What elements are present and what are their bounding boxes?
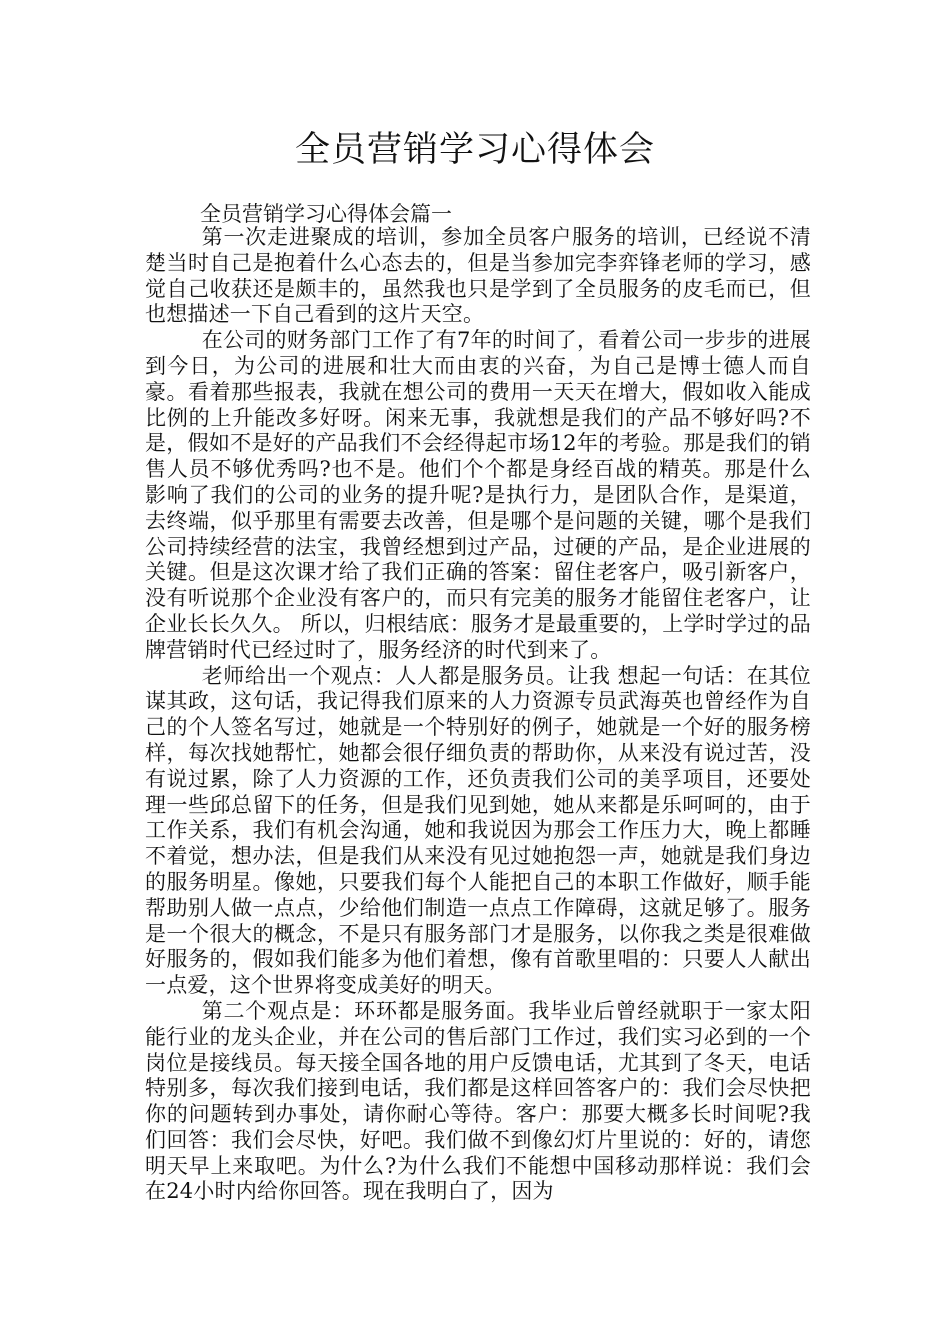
paragraph-4: 第二个观点是：环环都是服务面。我毕业后曾经就职于一家太阳能行业的龙头企业，并在公司的售后部门工作过，我们实习必到的一个岗位是接线员。每天接全国各地的用户反馈电话，尤其到了冬天，电话特别多，每次我们接到电话，我们都是这样回答客户的：我们会尽快把你的问题转到办事处，请你耐心等待。客户：那要大概多长时间呢?我们回答：我们会尽快，好吧。我们做不到像幻灯片里说的：好的，请您明天早上来取吧。为什么?为什么我们不能想中国移动那样说：我们会在24小时内给你回答。现在我明白了，因为 xyxy=(145,998,811,1204)
paragraph-2: 在公司的财务部门工作了有7年的时间了，看着公司一步步的进展到今日，为公司的进展和壮大而由衷的兴奋，为自己是博士德人而自豪。看着那些报表，我就在想公司的费用一天天在增大，假如收入能成比例的上升能改多好呀。闲来无事，我就想是我们的产品不够好吗?不是，假如不是好的产品我们不会经得起市场12年的考验。那是我们的销售人员不够优秀吗?也不是。他们个个都是身经百战的精英。那是什么影响了我们的公司的业务的提升呢?是执行力，是团队合作，是渠道，去终端，似乎那里有需要去改善，但是哪个是问题的关键，哪个是我们公司持续经营的法宝，我曾经想到过产品，过硬的产品，是企业进展的关键。但是这次课才给了我们正确的答案：留住老客户，吸引新客户，没有听说那个企业没有客户的，而只有完美的服务才能留住老客户，让企业长长久久。 所以，归根结底：服务才是最重要的，上学时学过的品牌营销时代已经过时了，服务经济的时代到来了。 xyxy=(145,328,811,662)
document-body xyxy=(145,225,811,1205)
paragraph-3: 老师给出一个观点：人人都是服务员。让我 想起一句话：在其位谋其政，这句话，我记得我们原来的人力资源专员武海英也曾经作为自己的个人签名写过，她就是一个特别好的例子，她就是一个好的服务榜样，每次找她帮忙，她都会很仔细负责的帮助你，从来没有说过苦，没有说过累，除了人力资源的工作，还负责我们公司的美孚项目，还要处理一些邱总留下的任务，但是我们见到她，她从来都是乐呵呵的，由于工作关系，我们有机会沟通，她和我说因为那会工作压力大，晚上都睡不着觉，想办法，但是我们从来没有见过她抱怨一声，她就是我们身边的服务明星。像她，只要我们每个人能把自己的本职工作做好，顺手能帮助别人做一点点，少给他们制造一点点工作障碍，这就足够了。服务是一个很大的概念，不是只有服务部门才是服务，以你我之类是很难做好服务的，假如我们能多为他们着想，像有首歌里唱的：只要人人献出一点爱，这个世界将变成美好的明天。 xyxy=(145,663,811,998)
document-title: 全员营销学习心得体会 xyxy=(294,130,655,170)
paragraph-1: 第一次走进聚成的培训，参加全员客户服务的培训，已经说不清楚当时自己是抱着什么心态去的，但是当参加完李弈锋老师的学习，感觉自己收获还是颇丰的，虽然我也只是学到了全员服务的皮毛而已，但也想描述一下自己看到的这片天空。 xyxy=(145,225,811,327)
section-heading: 全员营销学习心得体会篇一 xyxy=(200,202,452,226)
